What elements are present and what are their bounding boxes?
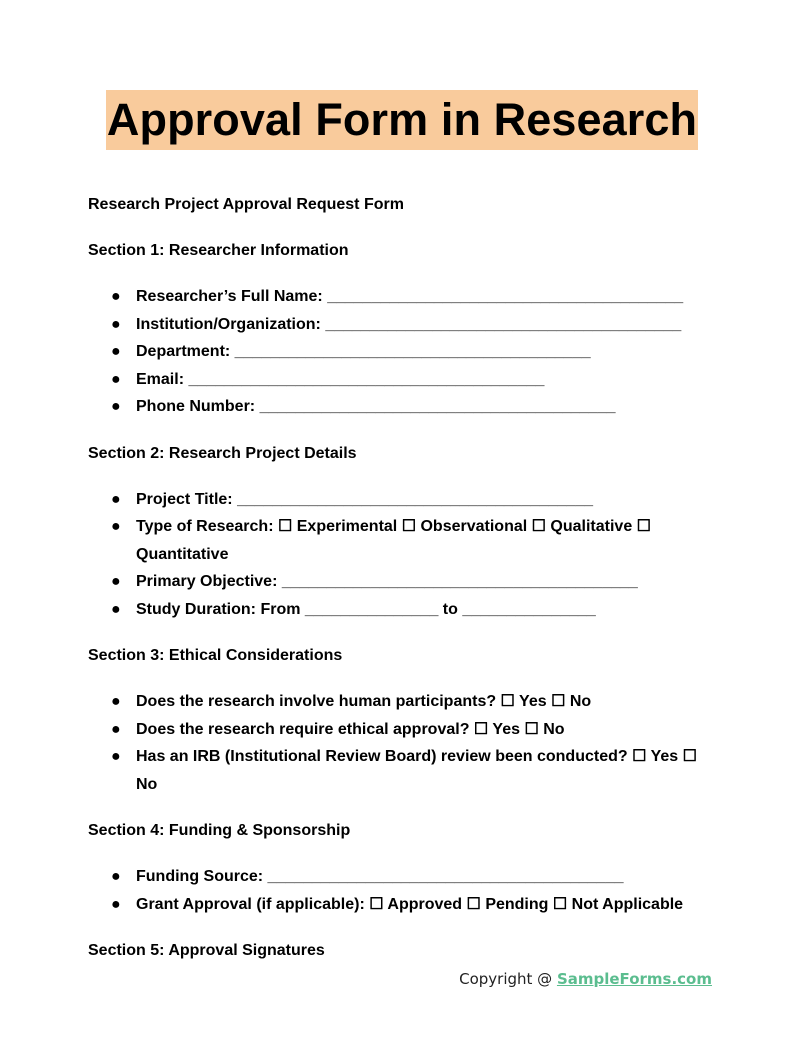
section-2-heading: Section 2: Research Project Details bbox=[88, 444, 357, 462]
field-grant-approval[interactable]: ● Grant Approval (if applicable): ☐ Approved ☐ Pending ☐ Not Applicable bbox=[88, 891, 718, 919]
field-human-participants[interactable]: ● Does the research involve human participants? ☐ Yes ☐ No bbox=[88, 688, 718, 716]
section-3-list bbox=[88, 688, 718, 798]
field-department[interactable]: ● Department: ________________________________________ bbox=[88, 338, 718, 366]
field-email[interactable]: ● Email: ________________________________________ bbox=[88, 366, 718, 394]
field-funding-source[interactable]: ● Funding Source: ________________________________________ bbox=[88, 863, 718, 891]
bullet-icon: ● bbox=[111, 490, 121, 508]
title-wrapper bbox=[0, 90, 804, 150]
form-name: Research Project Approval Request Form bbox=[88, 196, 404, 213]
bullet-icon: ● bbox=[111, 398, 121, 415]
bullet-icon: ● bbox=[111, 573, 121, 590]
document-title: Approval Form in Research bbox=[106, 90, 698, 150]
bullet-icon: ● bbox=[111, 288, 121, 305]
field-full-name[interactable]: ● Researcher’s Full Name: ________________________________________ bbox=[88, 283, 718, 311]
section-4-list bbox=[88, 863, 718, 918]
field-ethical-approval[interactable]: ● Does the research require ethical approval? ☐ Yes ☐ No bbox=[88, 716, 718, 744]
bullet-icon: ● bbox=[111, 693, 121, 710]
copyright-footer bbox=[459, 970, 712, 988]
bullet-icon: ● bbox=[111, 600, 121, 618]
field-research-type[interactable]: ● Type of Research: ☐ Experimental ☐ Observational ☐ Qualitative ☐ Quantitative bbox=[88, 513, 718, 568]
bullet-icon: ● bbox=[111, 343, 121, 360]
bullet-icon: ● bbox=[111, 720, 121, 738]
field-institution[interactable]: ● Institution/Organization: ________________________________________ bbox=[88, 311, 718, 339]
section-4-heading: Section 4: Funding & Sponsorship bbox=[88, 822, 351, 839]
bullet-icon: ● bbox=[111, 895, 121, 913]
section-3-heading: Section 3: Ethical Considerations bbox=[88, 647, 343, 664]
section-2-list bbox=[88, 486, 718, 624]
field-irb-review[interactable]: ● Has an IRB (Institutional Review Board) review been conducted? ☐ Yes ☐ No bbox=[88, 743, 718, 798]
section-1-heading: Section 1: Researcher Information bbox=[88, 242, 349, 259]
section-1-list bbox=[88, 283, 718, 421]
bullet-icon: ● bbox=[111, 518, 121, 535]
field-study-duration[interactable]: ● Study Duration: From _______________ to _______________ bbox=[88, 596, 718, 624]
bullet-icon: ● bbox=[111, 868, 121, 885]
field-phone[interactable]: ● Phone Number: ________________________________________ bbox=[88, 393, 718, 421]
sampleforms-link[interactable]: SampleForms.com bbox=[556, 970, 712, 988]
bullet-icon: ● bbox=[111, 315, 121, 333]
bullet-icon: ● bbox=[111, 748, 121, 765]
section-5-heading: Section 5: Approval Signatures bbox=[88, 942, 325, 959]
field-project-title[interactable]: ● Project Title: ________________________________________ bbox=[88, 486, 718, 514]
copyright-text: Copyright @ bbox=[459, 970, 557, 988]
bullet-icon: ● bbox=[111, 370, 121, 388]
form-content bbox=[88, 194, 718, 983]
field-primary-objective[interactable]: ● Primary Objective: ________________________________________ bbox=[88, 568, 718, 596]
